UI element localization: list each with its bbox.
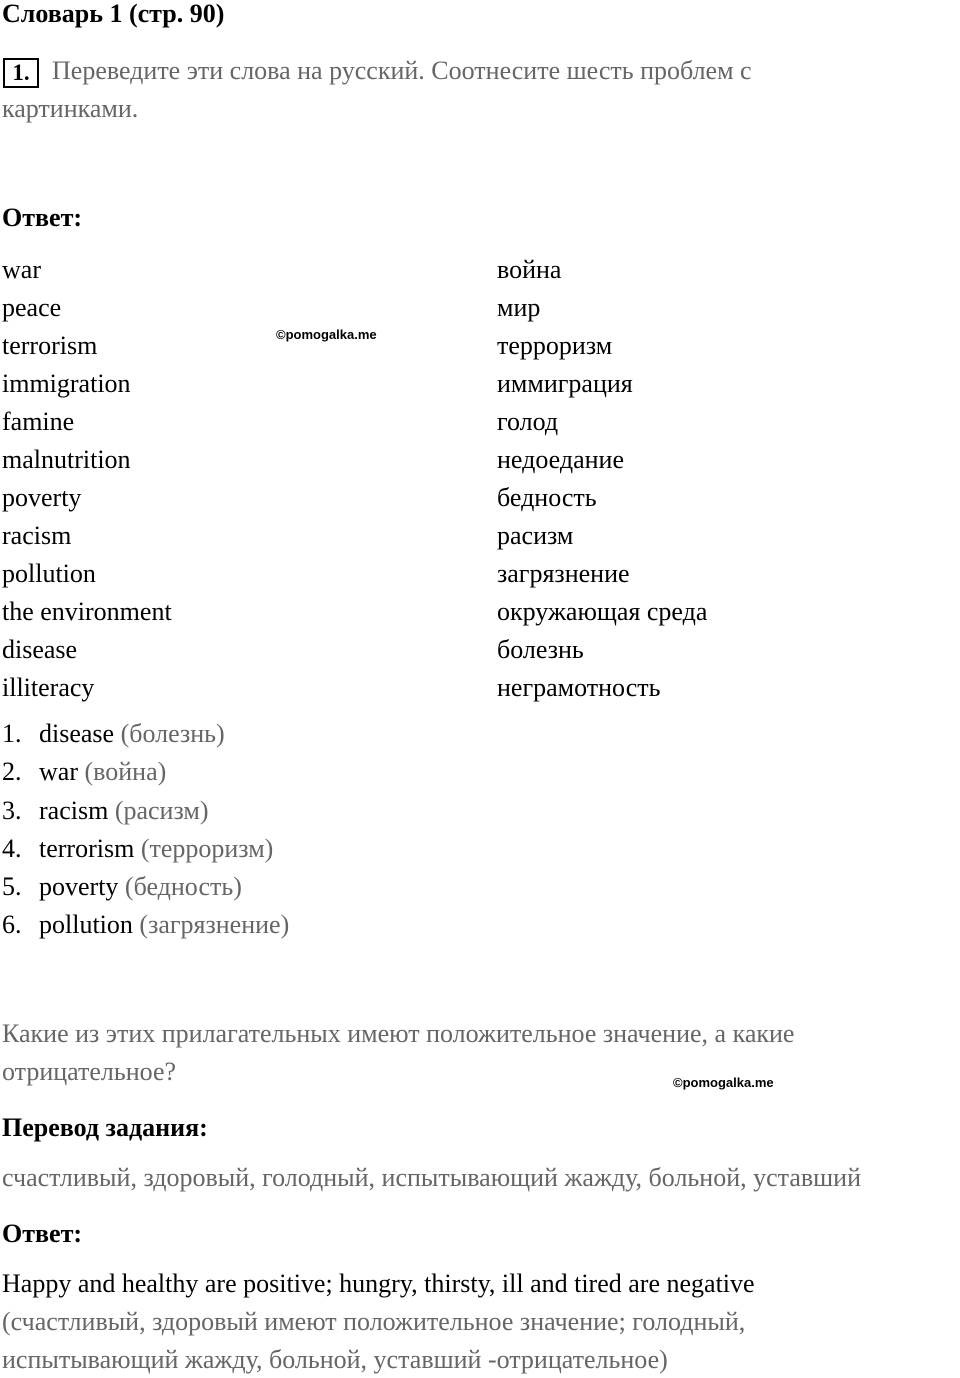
match-ru: (война) [84,757,167,786]
match-ru: (загрязнение) [139,910,290,939]
match-ru: (расизм) [114,796,209,825]
task-instruction-line1: Переведите эти слова на русский. Соотнесите шесть проблем с [52,56,752,85]
match-en: racism [39,796,109,825]
match-item [39,719,225,749]
word-en: famine [2,407,75,436]
answer-heading-2: Ответ: [2,1219,83,1248]
match-en: war [39,757,78,786]
match-ru: (бедность) [124,872,242,901]
question-line2: отрицательное? [2,1057,177,1086]
answer-heading: Ответ: [2,203,83,232]
task-instruction-line2: картинками. [2,94,139,123]
word-en: peace [2,293,62,322]
word-en: poverty [2,483,82,512]
page-title: Словарь 1 (стр. 90) [2,0,225,28]
word-en: the environment [2,597,172,626]
word-ru: окружающая среда [497,597,708,626]
word-ru: иммиграция [497,369,633,398]
match-number: 2. [2,757,22,786]
word-en: terrorism [2,331,98,360]
match-en: pollution [39,910,133,939]
word-en: racism [2,521,72,550]
word-en: malnutrition [2,445,131,474]
watermark-top: ©pomogalka.me [276,327,377,342]
match-ru: (терроризм) [140,834,274,863]
answer-russian-line2: испытывающий жажду, больной, уставший -отрицательное) [2,1345,668,1374]
match-item [39,910,289,940]
word-en: war [2,255,41,284]
match-item [39,834,273,864]
word-ru: загрязнение [497,559,630,588]
match-en: disease [39,719,115,748]
exercise-number: 1. [3,58,39,88]
question-line1: Какие из этих прилагательных имеют положительное значение, а какие [2,1019,795,1048]
match-item [39,757,166,787]
translation-heading: Перевод задания: [2,1113,208,1142]
answer-russian-line1: (счастливый, здоровый имеют положительное значение; голодный, [2,1307,746,1336]
match-number: 5. [2,872,22,901]
match-item [39,796,208,826]
word-en: pollution [2,559,96,588]
match-number: 3. [2,796,22,825]
match-number: 6. [2,910,22,939]
word-ru: неграмотность [497,673,661,702]
match-en: poverty [39,872,119,901]
watermark-bottom: ©pomogalka.me [673,1075,774,1090]
word-ru: мир [497,293,541,322]
match-number: 1. [2,719,22,748]
word-ru: бедность [497,483,597,512]
word-en: immigration [2,369,131,398]
translation-text: счастливый, здоровый, голодный, испытывающий жажду, больной, уставший [2,1163,861,1192]
match-item [39,872,242,902]
word-ru: терроризм [497,331,613,360]
match-number: 4. [2,834,22,863]
word-en: illiteracy [2,673,95,702]
word-ru: недоедание [497,445,624,474]
match-en: terrorism [39,834,135,863]
word-ru: расизм [497,521,574,550]
word-ru: война [497,255,562,284]
word-ru: болезнь [497,635,584,664]
word-ru: голод [497,407,559,436]
word-en: disease [2,635,78,664]
answer-english: Happy and healthy are positive; hungry, thirsty, ill and tired are negative [2,1269,755,1298]
match-ru: (болезнь) [120,719,225,748]
